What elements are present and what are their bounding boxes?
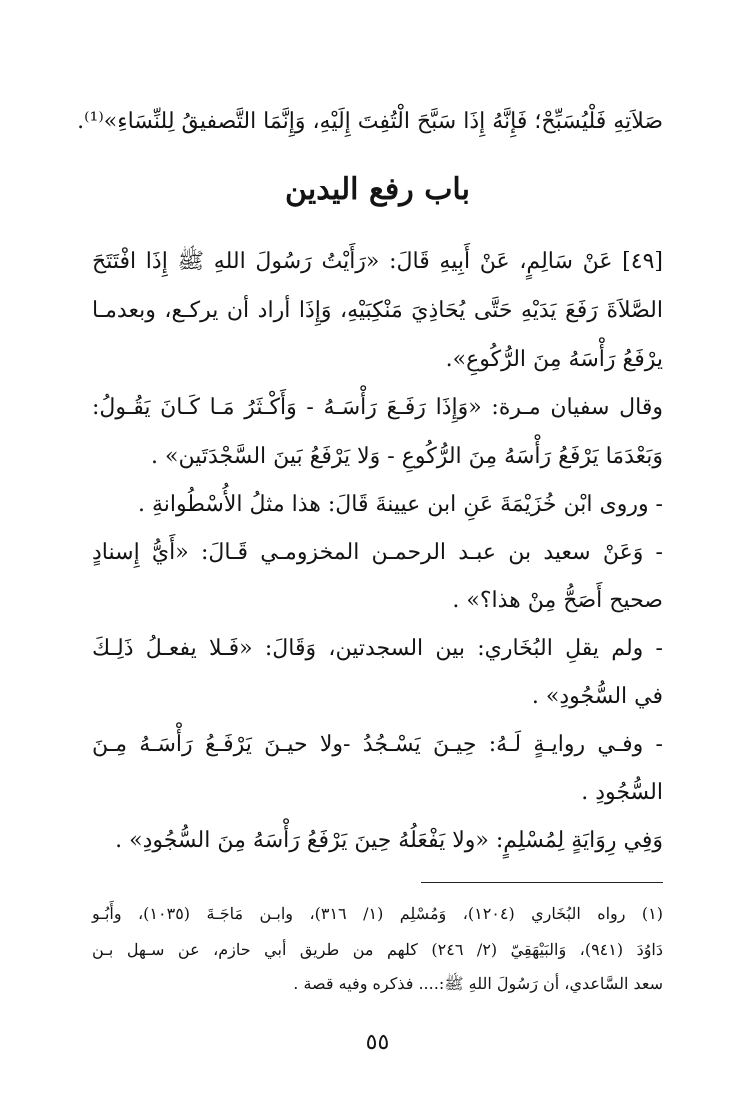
body-line-11: في السُّجُودِ» . [531,684,663,709]
chapter-heading: باب رفع اليدين [285,172,470,207]
body-line-3: الصَّلاَةَ رَفَعَ يَدَيْهِ حَتَّى يُحَاذِيَ مَنْكِبَيْهِ، وَإِذَا أراد أن يركـع، وبعدمـا [92,298,663,323]
body-line-7: - وروى ابْن خُزَيْمَةَ عَنِ ابن عيينةَ قَالَ: هذا مثلُ الأُسْطُوانةِ . [138,492,663,517]
footnote-line-3: سعد السَّاعدي، أن رَسُولَ اللهِ ﷺ:.... فذكره وفيه قصة . [293,974,663,993]
body-line-4: يرْفَعُ رَأْسَهُ مِنَ الرُّكُوعِ». [445,347,663,372]
body-line-1: صَلاَتِهِ فَلْيُسَبِّحْ؛ فَإِنَّهُ إِذَا سَبَّحَ الْتُفِتَ إِلَيْهِ، وَإِنَّمَا التَّصفيقُ لِلنِّسَاءِ»⁽¹⁾. [77,109,663,134]
body-line-8: - وَعَنْ سعيد بن عبـد الرحمـن المخزومـي قَـالَ: «أَيُّ إِسنادٍ [92,540,663,565]
page-number: ٥٥ [365,1030,390,1055]
footnote-divider [421,882,663,883]
footnote-line-2: دَاوُدَ (٩٤١)، وَالبَيْهَقِيّ (٢/ ٢٤٦) كلهم من طريق أبي حازم، عن سـهل بـن [92,940,663,959]
body-line-2: [٤٩] عَنْ سَالِمٍ، عَنْ أَبِيهِ قَالَ: «رَأَيْتُ رَسُولَ اللهِ ﷺ إِذَا افْتَتَحَ [92,249,663,274]
body-line-5: وقال سفيان مـرة: «وَإِذَا رَفَـعَ رَأْسَـهُ - وَأَكْـثَرُ مَـا كَـانَ يَقُـولُ: [92,395,663,420]
body-line-10: - ولم يقلِ البُخَاري: بين السجدتين، وَقَالَ: «فَـلا يفعـلُ ذَلِـكَ [92,636,663,661]
body-line-13: السُّجُودِ . [581,780,663,805]
body-line-14: وَفِي رِوَايَةٍ لِمُسْلِمٍ: «ولا يَفْعَلُهُ حِينَ يَرْفَعُ رَأْسَهُ مِنَ السُّجُودِ» . [115,828,663,853]
body-line-9: صحيح أَصَحُّ مِنْ هذا؟» . [452,588,663,613]
footnote-line-1: (١) رواه البُخَاري (١٢٠٤)، وَمُسْلِم (١/ ٣١٦)، وابـن مَاجَـةَ (١٠٣٥)، وأَبُـو [92,904,664,923]
body-line-6: وَبَعْدَمَا يَرْفَعُ رَأْسَهُ مِنَ الرُّكُوعِ - وَلا يَرْفَعُ بَينَ السَّجْدَتَين» . [151,444,663,469]
body-line-12: - وفـي روايـةٍ لَـهُ: حِيـنَ يَسْـجُدُ -ولا حيـنَ يَرْفَـعُ رَأْسَـهُ مِـنَ [92,732,663,757]
